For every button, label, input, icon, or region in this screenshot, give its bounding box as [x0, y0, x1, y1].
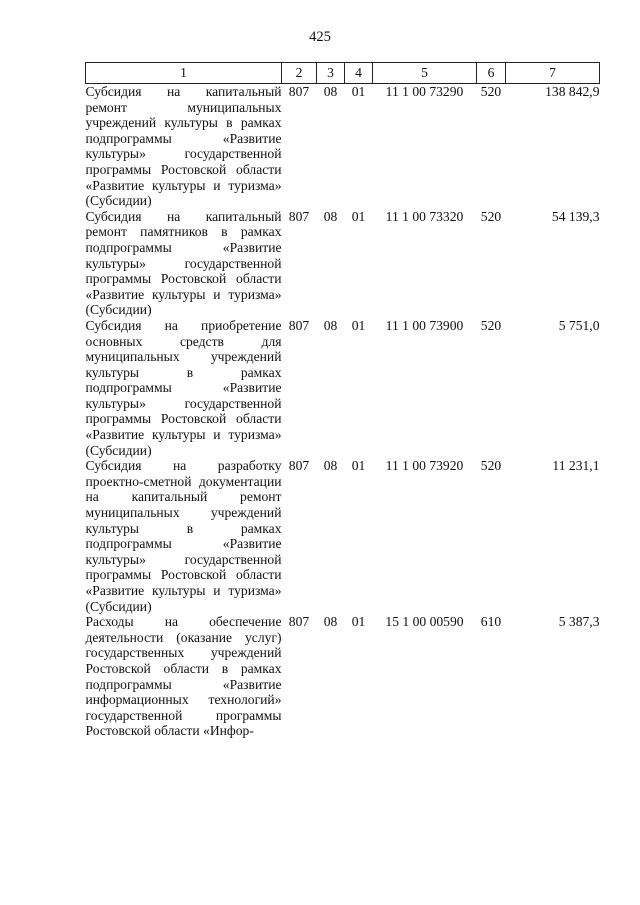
row-amount: 11 231,1 — [552, 458, 600, 474]
row-amount: 5 751,0 — [558, 317, 600, 333]
table-body — [86, 84, 600, 739]
row-ministry-code: 807 — [288, 614, 310, 630]
header-col-2: 2 — [282, 63, 317, 84]
table-row — [86, 209, 600, 318]
row-expense-type: 520 — [480, 84, 502, 99]
header-col-5: 5 — [373, 63, 477, 84]
row-description: Субсидия на капитальный ремонт памятников в рамках подпрограммы «Развитие культуры» государственной программы Ростовской области «Развитие культуры и туризма» (Субсидии) — [85, 208, 282, 318]
header-col-6: 6 — [477, 63, 506, 84]
row-subsection-code: 01 — [351, 84, 366, 99]
header-col-1: 1 — [86, 63, 282, 84]
header-col-4: 4 — [345, 63, 373, 84]
row-amount: 54 139,3 — [551, 208, 600, 224]
row-section-code: 08 — [323, 208, 338, 224]
row-expense-type: 520 — [480, 317, 502, 333]
row-ministry-code: 807 — [288, 458, 310, 474]
row-description: Расходы на обеспечение деятельности (оказание услуг) государственных учреждений Ростовской области в рамках подпрограммы «Развитие информационных технологий» государственной программы Ростовской области «Инфор- — [85, 614, 282, 739]
table-row — [86, 318, 600, 458]
row-target-article: 15 1 00 00590 — [385, 614, 464, 630]
row-amount: 138 842,9 — [545, 84, 600, 99]
row-ministry-code: 807 — [288, 84, 310, 99]
row-subsection-code: 01 — [351, 317, 366, 333]
row-target-article: 11 1 00 73290 — [385, 84, 464, 99]
table-header — [86, 63, 600, 84]
header-row — [86, 63, 600, 84]
row-subsection-code: 01 — [351, 458, 366, 474]
row-description: Субсидия на капитальный ремонт муниципальных учреждений культуры в рамках подпрограммы «Развитие культуры» государственной программы Ростовской области «Развитие культуры и туризма» (Субсидии) — [85, 84, 282, 209]
row-expense-type: 610 — [480, 614, 502, 630]
row-target-article: 11 1 00 73920 — [385, 458, 464, 474]
row-ministry-code: 807 — [288, 317, 310, 333]
row-expense-type: 520 — [480, 208, 502, 224]
row-target-article: 11 1 00 73320 — [385, 208, 464, 224]
table-row — [86, 84, 600, 209]
row-description: Субсидия на приобретение основных средств для муниципальных учреждений культуры в рамках подпрограммы «Развитие культуры» государственной программы Ростовской области «Развитие культуры и туризма» (Субсидии) — [85, 317, 282, 458]
table-row — [86, 614, 600, 739]
row-expense-type: 520 — [480, 458, 502, 474]
table-row — [86, 458, 600, 614]
row-section-code: 08 — [323, 458, 338, 474]
row-section-code: 08 — [323, 317, 338, 333]
budget-table — [85, 62, 600, 739]
row-subsection-code: 01 — [351, 208, 366, 224]
page-number: 425 — [309, 29, 331, 45]
row-description: Субсидия на разработку проектно-сметной документации на капитальный ремонт муниципальных учреждений культуры в рамках подпрограммы «Развитие культуры» государственной программы Ростовской области «Развитие культуры и туризма» (Субсидии) — [85, 458, 282, 614]
row-section-code: 08 — [323, 84, 338, 99]
row-ministry-code: 807 — [288, 208, 310, 224]
header-col-3: 3 — [317, 63, 345, 84]
header-col-7: 7 — [506, 63, 600, 84]
row-amount: 5 387,3 — [558, 614, 600, 630]
row-target-article: 11 1 00 73900 — [385, 317, 464, 333]
row-section-code: 08 — [323, 614, 338, 630]
row-subsection-code: 01 — [351, 614, 366, 630]
